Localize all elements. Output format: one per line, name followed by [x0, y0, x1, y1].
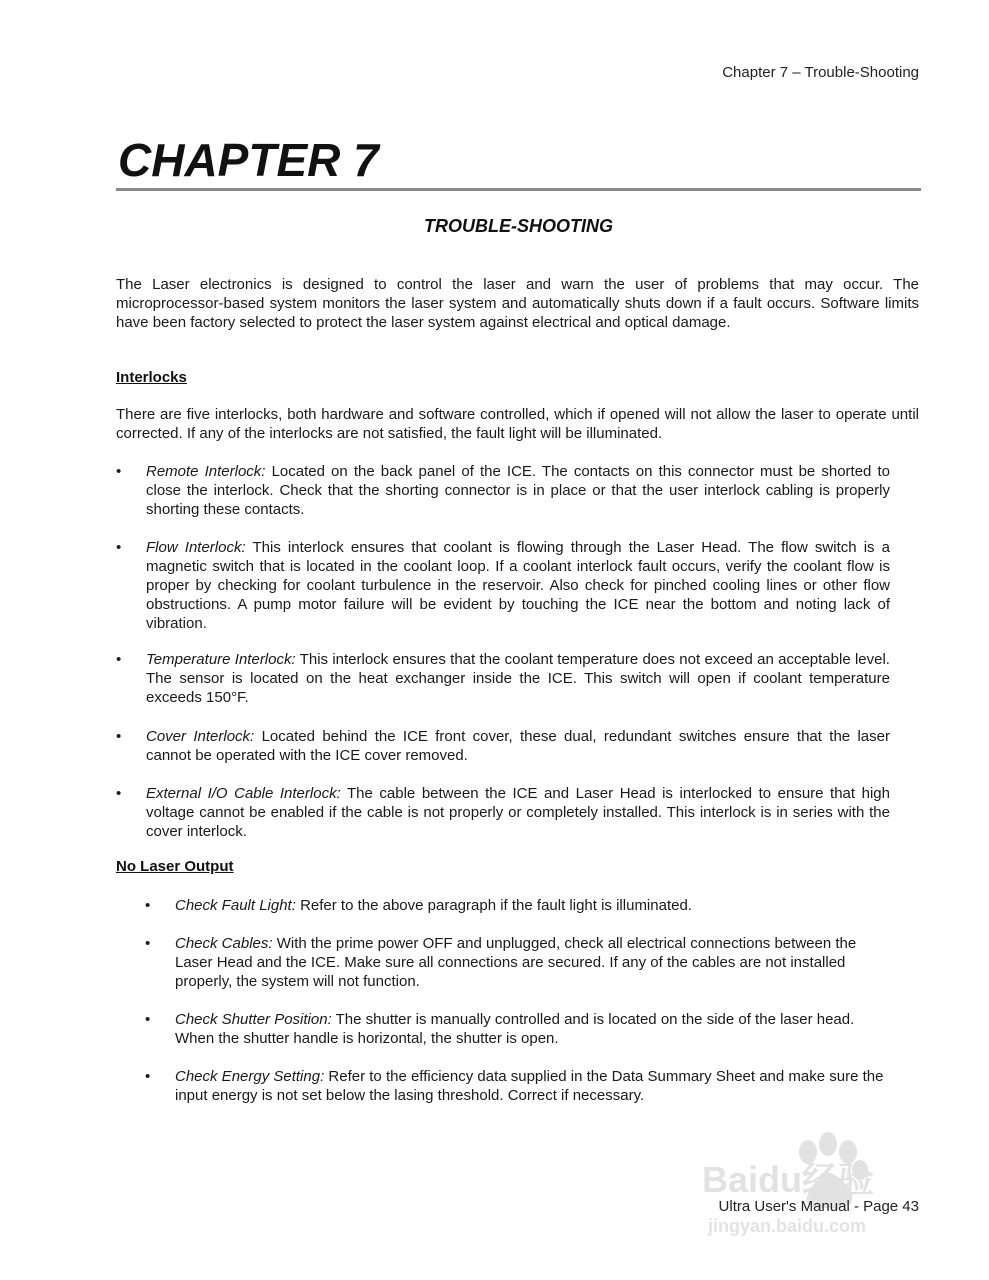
running-header: Chapter 7 – Trouble-Shooting	[722, 64, 919, 81]
interlocks-intro: There are five interlocks, both hardware and software controlled, which if opened will not allow the laser to operate until corrected. If any of the interlocks are not satisfied, the fault light will be illuminated.	[116, 406, 919, 442]
item-label: Temperature Interlock:	[146, 651, 296, 668]
list-item-check-energy	[145, 1067, 890, 1105]
watermark-text: Baidu经验	[702, 1159, 875, 1200]
item-label: Check Fault Light:	[175, 897, 296, 914]
item-text: The shutter is manually controlled and is located on the side of the laser head. When the shutter handle is horizontal, the shutter is open.	[175, 1011, 855, 1047]
chapter-title: CHAPTER 7	[118, 134, 379, 186]
interlocks-heading: Interlocks	[116, 369, 187, 386]
item-text: Located on the back panel of the ICE. The contacts on this connector must be shorted to close the interlock. Check that the shorting connector is in place or that the user interlock cabling is properly shorting these contacts.	[146, 463, 890, 518]
bullet-icon: •	[145, 1011, 151, 1028]
item-label: Cover Interlock:	[146, 728, 255, 745]
bullet-icon: •	[116, 785, 122, 802]
bullet-icon: •	[116, 728, 122, 745]
intro-paragraph: The Laser electronics is designed to control the laser and warn the user of problems that may occur. The microprocessor-based system monitors the laser system and automatically shuts down if a fault occurs. Software limits have been factory selected to protect the laser system against electrical and optical damage.	[116, 276, 919, 331]
list-item-remote-interlock	[116, 462, 890, 519]
baidu-paw-watermark-icon	[700, 1130, 930, 1240]
item-text: Refer to the above paragraph if the fault light is illuminated.	[295, 897, 692, 914]
item-label: Check Energy Setting:	[175, 1068, 325, 1085]
bullet-icon: •	[116, 539, 122, 556]
bullet-icon: •	[145, 935, 151, 952]
item-text: The cable between the ICE and Laser Head is interlocked to ensure that high voltage cannot be enabled if the cable is not properly or completely installed. This interlock is in series with the cover interlock.	[146, 785, 890, 840]
item-text: Refer to the efficiency data supplied in the Data Summary Sheet and make sure the input energy is not set below the lasing threshold. Correct if necessary.	[175, 1068, 884, 1104]
section-title: TROUBLE-SHOOTING	[424, 216, 613, 236]
list-item-check-shutter	[145, 1010, 890, 1048]
item-label: External I/O Cable Interlock:	[146, 785, 341, 802]
bullet-icon: •	[116, 651, 122, 668]
bullet-icon: •	[145, 1068, 151, 1085]
page-footer: Ultra User's Manual - Page 43	[718, 1198, 919, 1215]
list-item-check-cables	[145, 934, 890, 991]
bullet-icon: •	[145, 897, 151, 914]
no-laser-output-heading: No Laser Output	[116, 858, 234, 875]
item-text: Located behind the ICE front cover, these dual, redundant switches ensure that the laser cannot be operated with the ICE cover removed.	[146, 728, 890, 764]
chapter-divider	[116, 188, 921, 191]
bullet-icon: •	[116, 463, 122, 480]
item-label: Remote Interlock:	[146, 463, 266, 480]
item-text: This interlock ensures that the coolant temperature does not exceed an acceptable level. The sensor is located on the heat exchanger inside the ICE. This switch will open if coolant temperature exceeds 150°F.	[146, 651, 890, 706]
item-label: Check Cables:	[175, 935, 273, 952]
item-text: This interlock ensures that coolant is flowing through the Laser Head. The flow switch is a magnetic switch that is located in the coolant loop. If a coolant interlock fault occurs, verify the coolant flow is proper by checking for coolant turbulence in the reservoir. Also check for pinched cooling lines or other flow obstructions. A pump motor failure will be evident by touching the ICE near the bottom and noting lack of vibration.	[146, 539, 890, 632]
item-label: Flow Interlock:	[146, 539, 246, 556]
list-item-check-fault-light	[145, 896, 890, 915]
item-label: Check Shutter Position:	[175, 1011, 332, 1028]
watermark-url: jingyan.baidu.com	[708, 1216, 867, 1236]
item-text: With the prime power OFF and unplugged, check all electrical connections between the Laser Head and the ICE. Make sure all connections are secured. If any of the cables are not installed properly, the system will not function.	[175, 935, 857, 990]
list-item-external-io-interlock	[116, 784, 890, 841]
list-item-cover-interlock	[116, 727, 890, 765]
list-item-temperature-interlock	[116, 650, 890, 707]
list-item-flow-interlock	[116, 538, 890, 633]
